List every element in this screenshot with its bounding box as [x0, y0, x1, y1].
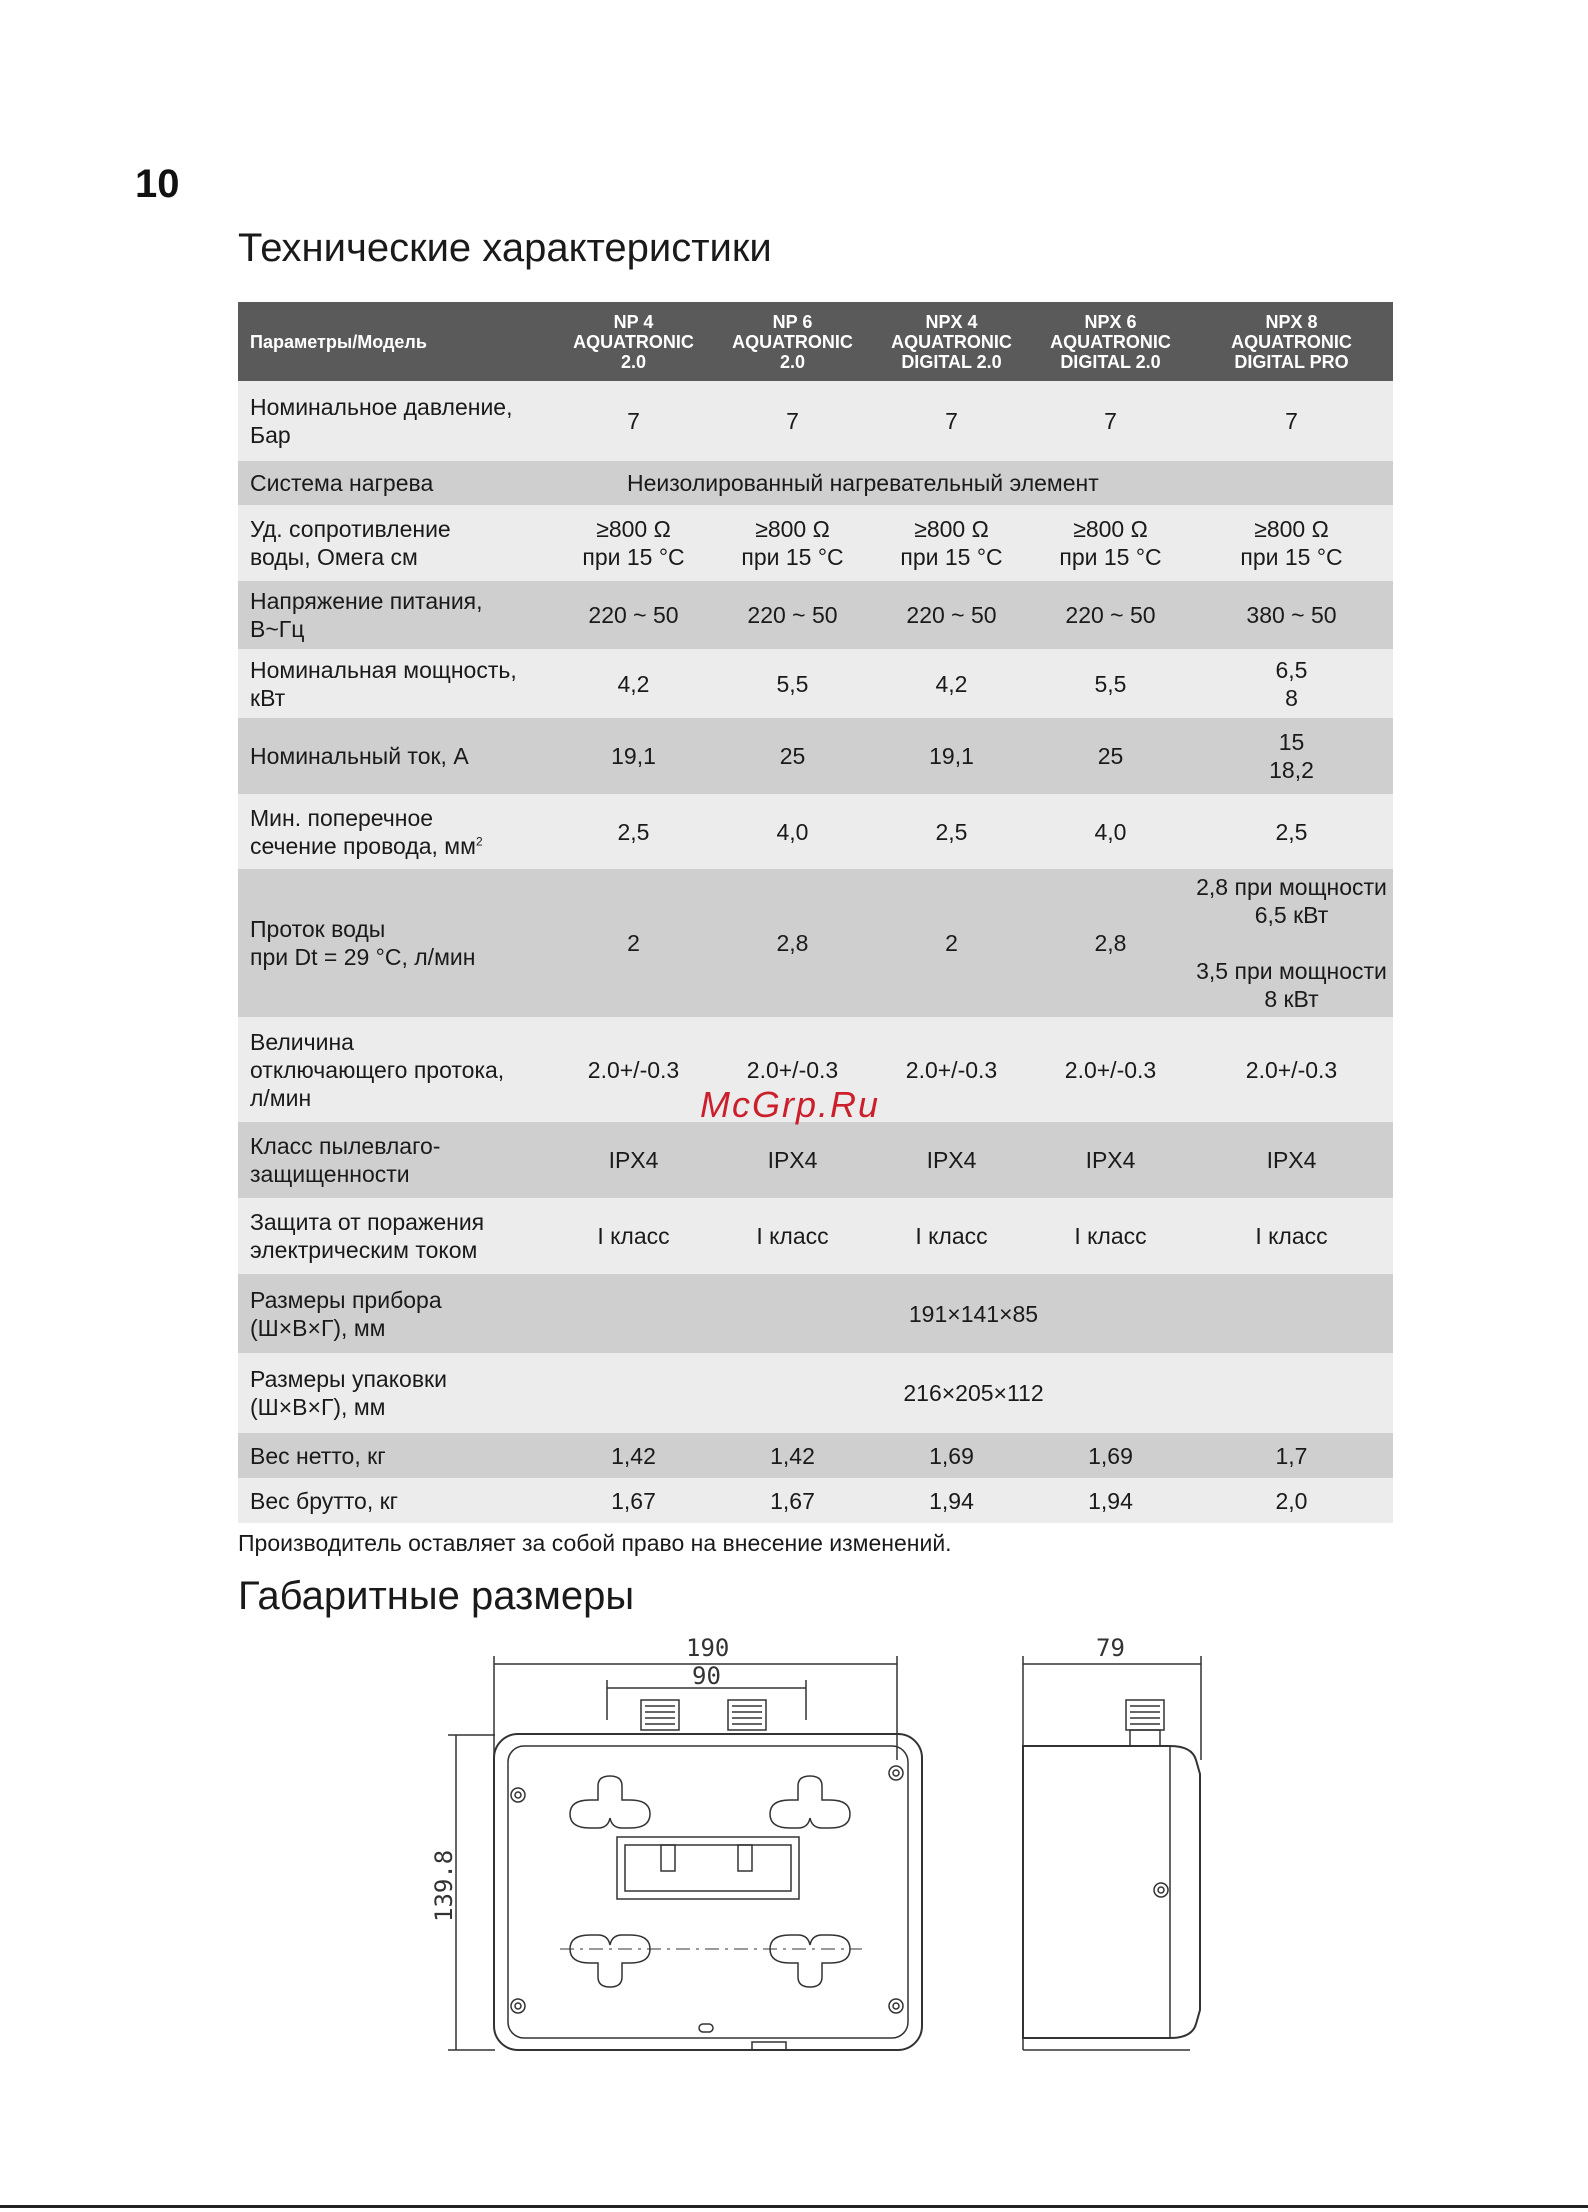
span-value: Неизолированный нагревательный элемент: [554, 461, 1393, 505]
mount-hole-top-left: [570, 1776, 650, 1828]
cell-value: 7: [713, 381, 872, 461]
cell-value: 7: [1190, 381, 1393, 461]
cell-value: 1,69: [872, 1433, 1031, 1478]
header-model: NP 6 AQUATRONIC 2.0: [713, 302, 872, 381]
cell-value: 4,0: [1031, 794, 1190, 869]
cell-value: 25: [713, 718, 872, 794]
cell-value: 5,5: [713, 649, 872, 718]
header-model: NP 4 AQUATRONIC 2.0: [554, 302, 713, 381]
cell-value: 220 ~ 50: [1031, 581, 1190, 649]
param-label: Проток воды при Dt = 29 °C, л/мин: [238, 869, 554, 1017]
cell-value: I класс: [872, 1198, 1031, 1274]
cell-value: 220 ~ 50: [872, 581, 1031, 649]
param-label: Величина отключающего протока, л/мин: [238, 1017, 554, 1122]
cell-value: 2.0+/-0.3: [1031, 1017, 1190, 1122]
cell-value: 6,5 8: [1190, 649, 1393, 718]
param-label: Вес брутто, кг: [238, 1478, 554, 1523]
cell-value: 7: [1031, 381, 1190, 461]
unit-superscript: 2: [475, 833, 483, 848]
cell-value: 1,42: [713, 1433, 872, 1478]
disclaimer-note: Производитель оставляет за собой право на внесение изменений.: [238, 1530, 952, 1556]
specs-heading: Технические характеристики: [238, 226, 772, 270]
mount-hole-top-right: [770, 1776, 850, 1828]
cell-value: 19,1: [872, 718, 1031, 794]
param-label: Номинальное давление, Бар: [238, 381, 554, 461]
header-model: NPX 4 AQUATRONIC DIGITAL 2.0: [872, 302, 1031, 381]
param-label: Защита от поражения электрическим током: [238, 1198, 554, 1274]
mount-hole-bottom-right: [770, 1935, 850, 1987]
cell-value: 2,5: [1190, 794, 1393, 869]
cell-value: 1,7: [1190, 1433, 1393, 1478]
span-value: 191×141×85: [554, 1274, 1393, 1353]
cell-value: 2.0+/-0.3: [713, 1017, 872, 1122]
outlet-fitting: [728, 1700, 766, 1730]
cell-value: IPX4: [1031, 1122, 1190, 1198]
side-fitting: [1126, 1700, 1164, 1730]
cell-value: 5,5: [1031, 649, 1190, 718]
cell-value: 25: [1031, 718, 1190, 794]
cell-value: I класс: [554, 1198, 713, 1274]
cell-value: 220 ~ 50: [554, 581, 713, 649]
param-label: Вес нетто, кг: [238, 1433, 554, 1478]
param-label: Система нагрева: [238, 461, 554, 505]
cell-value: 380 ~ 50: [1190, 581, 1393, 649]
param-label: Напряжение питания, В~Гц: [238, 581, 554, 649]
heater-front-body: [494, 1734, 922, 2050]
param-label: Уд. сопротивление воды, Омега см: [238, 505, 554, 581]
height-dimension-label: 139.8: [430, 1849, 458, 1922]
param-label: Номинальная мощность, кВт: [238, 649, 554, 718]
cell-value: I класс: [1031, 1198, 1190, 1274]
span-value: 216×205×112: [554, 1353, 1393, 1433]
cell-value: IPX4: [872, 1122, 1031, 1198]
header-model: NPX 6 AQUATRONIC DIGITAL 2.0: [1031, 302, 1190, 381]
cell-value: 220 ~ 50: [713, 581, 872, 649]
page-number: 10: [135, 162, 180, 206]
inlet-fitting: [641, 1700, 679, 1730]
heater-side-body: [1023, 1746, 1200, 2038]
cell-value: IPX4: [713, 1122, 872, 1198]
cell-value: 1,42: [554, 1433, 713, 1478]
cell-value: ≥800 Ω при 15 °C: [713, 505, 872, 581]
cell-value: 15 18,2: [1190, 718, 1393, 794]
cell-value: ≥800 Ω при 15 °C: [1190, 505, 1393, 581]
cell-value: 2,5: [554, 794, 713, 869]
cell-value: 1,67: [713, 1478, 872, 1523]
depth-dimension-label: 79: [1096, 1634, 1125, 1662]
param-label: Размеры прибора (Ш×В×Г), мм: [238, 1274, 554, 1353]
bottom-rule: [0, 2205, 1588, 2208]
cell-value: IPX4: [1190, 1122, 1393, 1198]
cell-value: ≥800 Ω при 15 °C: [1031, 505, 1190, 581]
cell-value: 2: [554, 869, 713, 1017]
heater-front-panel: [508, 1746, 908, 2038]
cell-value: 2,0: [1190, 1478, 1393, 1523]
param-label: Номинальный ток, А: [238, 718, 554, 794]
cell-value: 2.0+/-0.3: [554, 1017, 713, 1122]
cell-value: 2,8: [713, 869, 872, 1017]
param-label: Класс пылевлаго- защищенности: [238, 1122, 554, 1198]
terminal-block: [617, 1837, 799, 1899]
cell-value: 1,94: [1031, 1478, 1190, 1523]
mount-hole-bottom-left: [570, 1935, 650, 1987]
cell-value: 7: [872, 381, 1031, 461]
cell-value: IPX4: [554, 1122, 713, 1198]
cell-value: 4,2: [872, 649, 1031, 718]
cell-value: 1,67: [554, 1478, 713, 1523]
cell-value: ≥800 Ω при 15 °C: [554, 505, 713, 581]
header-model: NPX 8 AQUATRONIC DIGITAL PRO: [1190, 302, 1393, 381]
cell-value: I класс: [713, 1198, 872, 1274]
cell-value: 19,1: [554, 718, 713, 794]
cell-value: 2: [872, 869, 1031, 1017]
width-dimension-label: 190: [686, 1634, 730, 1662]
cell-value: 2,8 при мощности 6,5 кВт 3,5 при мощности 8 кВт: [1190, 869, 1393, 1017]
cell-value: I класс: [1190, 1198, 1393, 1274]
watermark: McGrp.Ru: [700, 1084, 881, 1125]
inner-dimension-label: 90: [692, 1662, 721, 1690]
param-label: Размеры упаковки (Ш×В×Г), мм: [238, 1353, 554, 1433]
cell-value: 2.0+/-0.3: [872, 1017, 1031, 1122]
cell-value: 4,0: [713, 794, 872, 869]
dimensions-heading: Габаритные размеры: [238, 1574, 635, 1618]
cell-value: ≥800 Ω при 15 °C: [872, 505, 1031, 581]
header-param-label: Параметры/Модель: [238, 302, 554, 381]
cell-value: 2,5: [872, 794, 1031, 869]
cell-value: 1,94: [872, 1478, 1031, 1523]
param-label: Мин. поперечное сечение провода, $мм^2$: [238, 794, 554, 869]
cell-value: 4,2: [554, 649, 713, 718]
cell-value: 2,8: [1031, 869, 1190, 1017]
cell-value: 7: [554, 381, 713, 461]
cell-value: 2.0+/-0.3: [1190, 1017, 1393, 1122]
cell-value: 1,69: [1031, 1433, 1190, 1478]
